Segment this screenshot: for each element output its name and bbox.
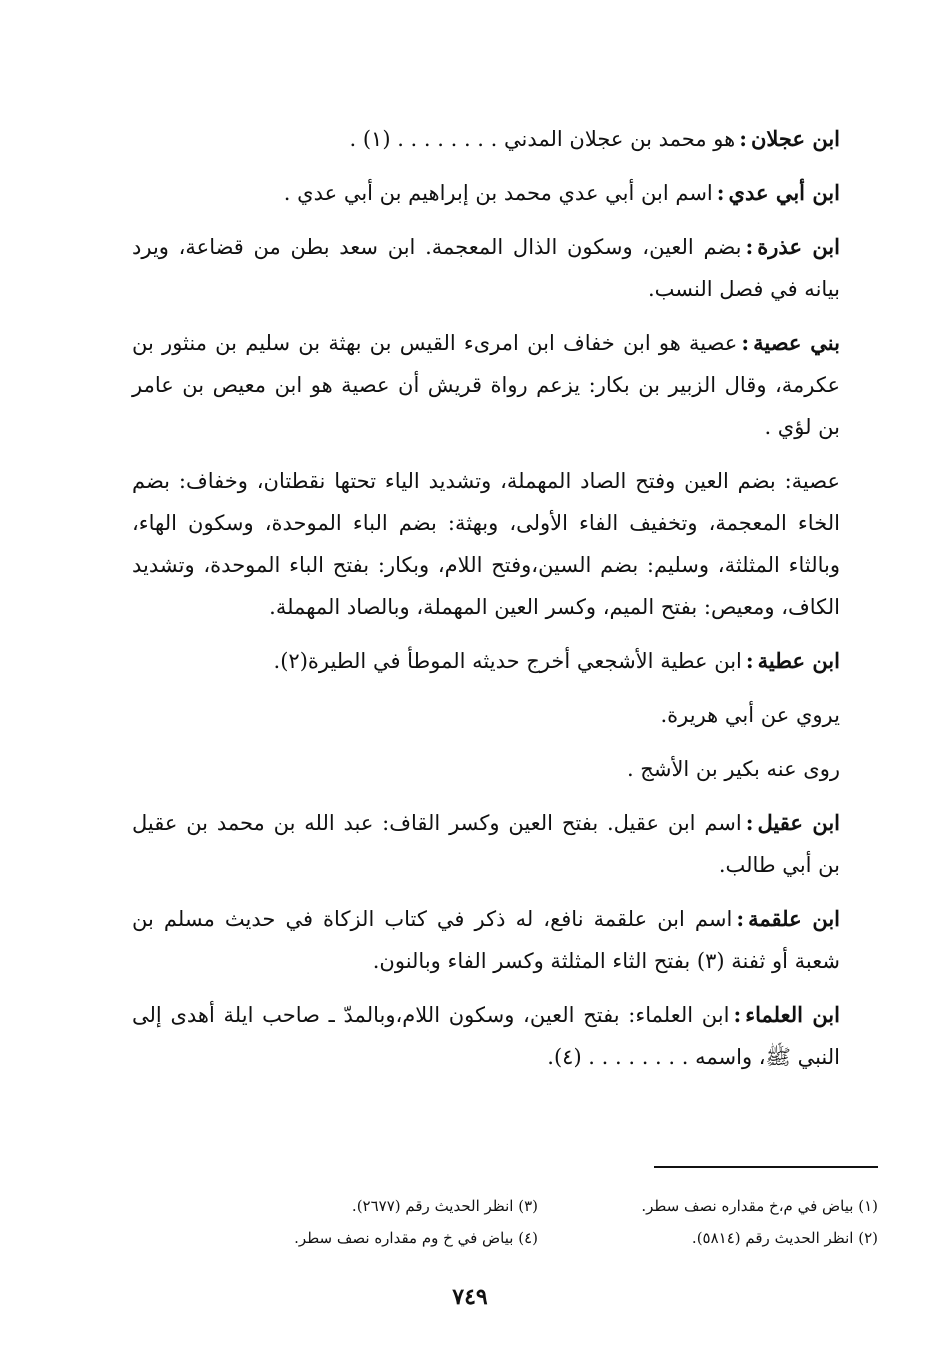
entry-text: ابن العلماء: بفتح العين، وسكون اللام،وبالمدّ ـ صاحب ايلة أهدى إلى النبي ﷺ، واسمه . . . . . . . . (٤). — [132, 1003, 840, 1069]
entry-separator: : — [739, 126, 747, 151]
entry-text: بضم العين، وسكون الذال المعجمة. ابن سعد بطن من قضاعة، ويرد بيانه في فصل النسب. — [132, 235, 840, 301]
entry-text: هو محمد بن عجلان المدني . . . . . . . . (١) . — [349, 127, 736, 151]
entry-term: ابن عقيل — [757, 810, 840, 835]
entry-text: اسم ابن أبي عدي محمد بن إبراهيم بن أبي عدي . — [283, 181, 713, 205]
entry-5 — [132, 640, 880, 682]
page-number: ٧٤٩ — [452, 1284, 488, 1310]
entry-10 — [132, 994, 880, 1078]
entry-8 — [132, 802, 880, 886]
entry-term: ابن العلماء — [745, 1002, 840, 1027]
entry-separator: : — [745, 810, 754, 835]
footnote-3: (٣) انظر الحديث رقم (٢٦٧٧). — [351, 1197, 538, 1215]
entry-6 — [132, 694, 880, 736]
footnote-divider — [654, 1166, 878, 1168]
entry-term: ابن علقمة — [748, 906, 840, 931]
entry-text: اسم ابن علقمة نافع، له ذكر في كتاب الزكاة في حديث مسلم بن شعبة أو ثفنة (٣) بفتح الثاء المثلثة وكسر الفاء وبالنون. — [132, 907, 840, 973]
entry-text: عصية هو ابن خفاف ابن امرىء القيس بن بهثة بن سليم بن منثور بن عكرمة، وقال الزبير بن بكار: يزعم رواة قريش أن عصية هو ابن معيص بن عامر بن لؤي . — [132, 331, 840, 439]
entry-term: بني عصية — [753, 330, 840, 355]
entry-separator: : — [741, 330, 750, 355]
entry-4 — [132, 460, 880, 628]
entry-separator: : — [745, 648, 754, 673]
page-body — [132, 118, 880, 1090]
entry-text: عصية: بضم العين وفتح الصاد المهملة، وتشديد الياء تحتها نقطتان، وخفاف: بضم الخاء المعجمة، وتخفيف الفاء الأولى، وبهثة: بضم الباء الموحدة، وسكون الهاء، وبالثاء المثلثة، وسليم: بضم السين،وفتح اللام، وبكار: بفتح الباء الموحدة، وتشديد الكاف، ومعيص: بفتح الميم، وكسر العين المهملة، وبالصاد المهملة. — [132, 469, 840, 619]
entry-term: ابن عطية — [757, 648, 840, 673]
entry-separator: : — [716, 180, 725, 205]
entry-1 — [132, 172, 880, 214]
entry-term: ابن أبي عدي — [728, 180, 840, 205]
entry-9 — [132, 898, 880, 982]
footnotes — [238, 1192, 878, 1252]
entry-0 — [132, 118, 880, 160]
entry-separator: : — [745, 234, 754, 259]
entry-separator: : — [733, 1002, 742, 1027]
footnote-2: (٢) انظر الحديث رقم (٥٨١٤). — [691, 1229, 878, 1247]
entry-term: ابن عجلان — [750, 126, 840, 151]
footnote-1: (١) بياض في م،خ مقداره نصف سطر. — [641, 1197, 878, 1215]
entry-7 — [132, 748, 880, 790]
entry-term: ابن عذرة — [757, 234, 840, 259]
entry-text: ابن عطية الأشجعي أخرج حديثه الموطأ في الطيرة(٢). — [273, 649, 742, 673]
entry-2 — [132, 226, 880, 310]
footnote-4: (٤) بياض في خ وم مقداره نصف سطر. — [294, 1229, 538, 1247]
entry-text: روى عنه بكير بن الأشج . — [626, 757, 840, 781]
entry-text: يروي عن أبي هريرة. — [660, 703, 840, 727]
entry-separator: : — [736, 906, 745, 931]
entry-text: اسم ابن عقيل. بفتح العين وكسر القاف: عبد الله بن محمد بن عقيل بن أبي طالب. — [132, 811, 840, 877]
entry-3 — [132, 322, 880, 448]
